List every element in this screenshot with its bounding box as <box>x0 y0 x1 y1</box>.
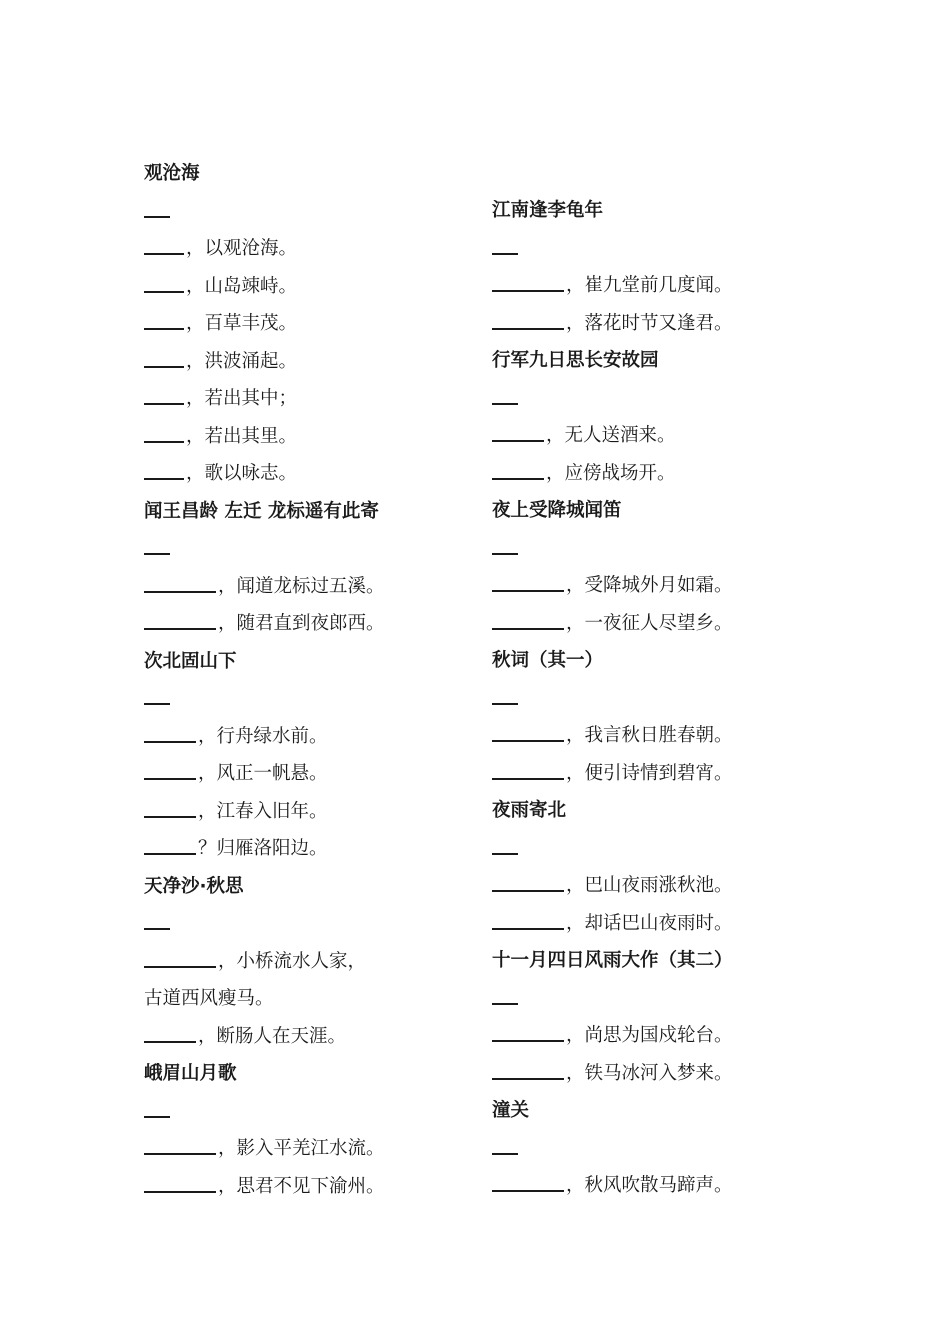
line-text: ，尚思为国戍轮台。 <box>566 1025 733 1046</box>
fill-blank[interactable] <box>144 816 196 818</box>
fill-blank[interactable] <box>492 740 564 742</box>
line-text: ，山岛竦峙。 <box>186 275 298 297</box>
line-text: ，歌以咏志。 <box>186 463 298 484</box>
poem-title: 潼关 <box>492 1100 530 1121</box>
poem-line <box>492 909 822 947</box>
author-blank <box>144 534 474 572</box>
poem-line <box>144 272 474 310</box>
fill-blank[interactable] <box>492 628 564 630</box>
line-text: ，铁马冰河入梦来。 <box>566 1062 733 1084</box>
fill-blank[interactable] <box>492 1040 564 1042</box>
line-text: ，风正一帆悬。 <box>198 763 328 784</box>
poem-line <box>144 572 474 610</box>
author-blank <box>492 234 822 272</box>
poem-title: 观沧海 <box>144 163 200 184</box>
line-text: ，若出其中； <box>186 388 298 409</box>
fill-blank[interactable] <box>492 328 564 330</box>
line-text: ，受降城外月如霜。 <box>566 575 733 596</box>
fill-blank[interactable] <box>144 1191 216 1193</box>
poem-line <box>144 609 474 647</box>
line-text: ，闻道龙标过五溪。 <box>218 575 385 597</box>
fill-blank[interactable] <box>492 778 564 780</box>
fill-blank[interactable] <box>492 1078 564 1080</box>
fill-blank[interactable] <box>144 966 216 968</box>
line-text: 古道西风瘦马。 <box>144 988 274 1009</box>
fill-blank[interactable] <box>492 1190 564 1192</box>
fill-blank[interactable] <box>144 1153 216 1155</box>
fill-blank[interactable] <box>492 478 544 480</box>
poem-line <box>492 309 822 347</box>
fill-blank[interactable] <box>492 1003 518 1005</box>
line-text: ，随君直到夜郎西。 <box>218 613 385 634</box>
line-text: ，江春入旧年。 <box>198 800 328 822</box>
author-blank <box>492 834 822 872</box>
line-text: ，思君不见下渝州。 <box>218 1175 385 1197</box>
poem-title: 行军九日思长安故园 <box>492 350 659 371</box>
poem-title: 夜雨寄北 <box>492 800 567 821</box>
fill-blank[interactable] <box>492 553 518 555</box>
poem-line <box>144 759 474 797</box>
line-text: ，便引诗情到碧宵。 <box>566 762 733 784</box>
line-text: ，一夜征人尽望乡。 <box>566 612 733 634</box>
poem-line <box>144 422 474 460</box>
poem-line <box>144 947 474 985</box>
line-text: ？归雁洛阳边。 <box>198 838 328 859</box>
fill-blank[interactable] <box>492 890 564 892</box>
fill-blank[interactable] <box>144 703 170 705</box>
poem-line <box>492 1021 822 1059</box>
author-blank <box>492 384 822 422</box>
author-blank <box>492 1134 822 1172</box>
fill-blank[interactable] <box>144 478 184 480</box>
line-text: ，秋风吹散马蹄声。 <box>566 1175 733 1196</box>
fill-blank[interactable] <box>144 216 170 218</box>
line-text: ，若出其里。 <box>186 425 298 447</box>
author-blank <box>144 909 474 947</box>
line-text: ，以观沧海。 <box>186 238 298 259</box>
poem-line <box>144 234 474 272</box>
poem-line <box>144 984 474 1022</box>
line-text: ，影入平羌江水流。 <box>218 1138 385 1159</box>
line-text: ，崔九堂前几度闻。 <box>566 275 733 296</box>
fill-blank[interactable] <box>144 253 184 255</box>
fill-blank[interactable] <box>492 440 544 442</box>
poem-title: 十一月四日风雨大作（其二） <box>492 950 733 971</box>
poem-line <box>144 309 474 347</box>
author-blank <box>492 984 822 1022</box>
line-text: ，应傍战场开。 <box>546 462 676 484</box>
fill-blank[interactable] <box>144 928 170 930</box>
fill-blank[interactable] <box>144 366 184 368</box>
poem-line <box>144 722 474 760</box>
fill-blank[interactable] <box>492 853 518 855</box>
poem-title: 夜上受降城闻笛 <box>492 500 622 521</box>
fill-blank[interactable] <box>144 778 196 780</box>
poem-line <box>144 459 474 497</box>
poem-line <box>144 1022 474 1060</box>
poem-line <box>492 571 822 609</box>
line-text: ，小桥流水人家， <box>218 950 367 972</box>
poem-line <box>492 721 822 759</box>
line-text: ，无人送酒来。 <box>546 425 676 446</box>
poem-line <box>144 834 474 872</box>
poem-line <box>492 421 822 459</box>
poem-line <box>144 384 474 422</box>
fill-blank[interactable] <box>144 853 196 855</box>
poem-line <box>144 347 474 385</box>
poem-line <box>144 1134 474 1172</box>
fill-blank[interactable] <box>144 741 196 743</box>
fill-blank[interactable] <box>492 1153 518 1155</box>
author-blank <box>492 534 822 572</box>
fill-blank[interactable] <box>144 553 170 555</box>
left-column <box>144 159 474 1209</box>
poem-line <box>492 609 822 647</box>
line-text: ，巴山夜雨涨秋池。 <box>566 875 733 896</box>
poem-line <box>144 1172 474 1210</box>
poem-title: 次北固山下 <box>144 650 237 672</box>
fill-blank[interactable] <box>492 703 518 705</box>
fill-blank[interactable] <box>144 328 184 330</box>
line-text: ，落花时节又逢君。 <box>566 312 733 334</box>
poem-line <box>492 871 822 909</box>
poem-line <box>144 797 474 835</box>
fill-blank[interactable] <box>492 403 518 405</box>
fill-blank[interactable] <box>492 590 564 592</box>
fill-blank[interactable] <box>144 628 216 630</box>
line-text: ，我言秋日胜春朝。 <box>566 725 733 746</box>
poem-line <box>492 1171 822 1209</box>
fill-blank[interactable] <box>144 291 184 293</box>
right-column <box>492 196 822 1209</box>
fill-blank[interactable] <box>492 928 564 930</box>
poem-title: 闻王昌龄 左迁 龙标遥有此寄 <box>144 500 379 522</box>
poem-title: 秋词（其一） <box>492 650 604 671</box>
fill-blank[interactable] <box>144 1116 170 1118</box>
line-text: ，断肠人在天涯。 <box>198 1025 347 1047</box>
author-blank <box>144 1097 474 1135</box>
line-text: ，百草丰茂。 <box>186 313 298 334</box>
author-blank <box>144 197 474 235</box>
fill-blank[interactable] <box>144 1041 196 1043</box>
poem-line <box>492 459 822 497</box>
author-blank <box>144 684 474 722</box>
poem-line <box>492 1059 822 1097</box>
poem-title: 天净沙·秋思 <box>144 875 244 897</box>
fill-blank[interactable] <box>144 441 184 443</box>
fill-blank[interactable] <box>492 253 518 255</box>
fill-blank[interactable] <box>144 403 184 405</box>
author-blank <box>492 684 822 722</box>
line-text: ，却话巴山夜雨时。 <box>566 912 733 934</box>
line-text: ，行舟绿水前。 <box>198 725 328 747</box>
line-text: ，洪波涌起。 <box>186 350 298 372</box>
poem-line <box>492 759 822 797</box>
fill-blank[interactable] <box>144 591 216 593</box>
poem-title: 峨眉山月歌 <box>144 1063 237 1084</box>
poem-title: 江南逢李龟年 <box>492 200 604 221</box>
poem-line <box>492 271 822 309</box>
fill-blank[interactable] <box>492 290 564 292</box>
